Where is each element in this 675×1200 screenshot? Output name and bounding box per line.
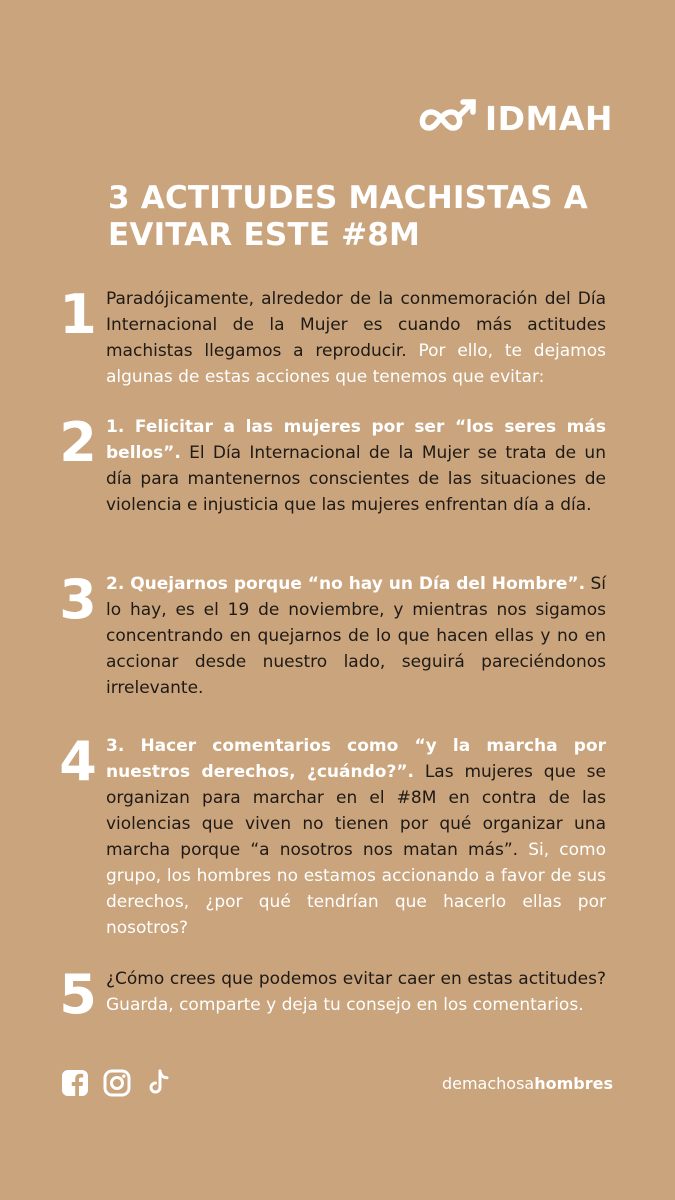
item-highlight: Por ello, te dejamos algunas de estas acciones que tenemos que evitar:	[106, 341, 606, 387]
item-text	[106, 286, 606, 390]
item-highlight: Si, como grupo, los hombres no estamos accionando a favor de sus derechos, ¿por qué tendrían que hacerlo ellas por nosotros?	[106, 840, 606, 938]
item-heading: 2. Quejarnos porque “no hay un Día del Hombre”.	[106, 574, 586, 594]
item-3	[56, 568, 616, 701]
item-heading: 1. Felicitar a las mujeres por ser “los seres más bellos”.	[106, 417, 606, 463]
footer	[60, 1068, 613, 1098]
item-number: 3	[59, 568, 97, 631]
item-number: 4	[59, 730, 97, 793]
facebook-icon[interactable]	[60, 1068, 90, 1098]
item-heading: 3. Hacer comentarios como “y la marcha por nuestros derechos, ¿cuándo?”.	[106, 736, 606, 782]
page-title: 3 ACTITUDES MACHISTAS A EVITAR ESTE #8M	[108, 180, 588, 253]
item-number: 2	[59, 411, 97, 474]
handle-bold: hombres	[534, 1073, 613, 1093]
social-icons	[60, 1068, 174, 1098]
item-text	[106, 414, 606, 518]
item-text	[106, 733, 606, 941]
item-number: 5	[59, 963, 97, 1026]
item-body: Sí lo hay, es el 19 de noviembre, y mientras nos sigamos concentrando en quejarnos de lo que hacen ellas y no en accionar desde nuestro lado, seguirá pareciéndonos irrelevante.	[106, 574, 606, 698]
item-2	[56, 411, 616, 518]
infinity-male-symbol-icon	[415, 98, 477, 138]
item-body: El Día Internacional de la Mujer se trata de un día para mantenernos conscientes de las situaciones de violencia e injusticia que las mujeres enfrentan día a día.	[106, 443, 606, 515]
item-text	[106, 966, 606, 1018]
item-4	[56, 730, 616, 941]
handle-regular: demachosa	[441, 1073, 535, 1093]
item-highlight: Guarda, comparte y deja tu consejo en los comentarios.	[106, 995, 584, 1015]
tiktok-icon[interactable]	[144, 1068, 174, 1098]
item-1	[56, 283, 616, 390]
brand-logo	[415, 98, 613, 138]
item-5	[56, 963, 616, 1026]
item-number: 1	[59, 283, 97, 346]
item-body: ¿Cómo crees que podemos evitar caer en estas actitudes?	[106, 969, 606, 989]
item-text	[106, 571, 606, 701]
social-handle	[442, 1074, 613, 1093]
item-body: Las mujeres que se organizan para marchar en el #8M en contra de las violencias que viven no tienen por qué organizar una marcha porque “a nosotros nos matan más”.	[106, 762, 606, 860]
item-body: Paradójicamente, alrededor de la conmemoración del Día Internacional de la Mujer es cuando más actitudes machistas llegamos a reproducir.	[106, 289, 606, 361]
brand-name: IDMAH	[484, 98, 613, 138]
instagram-icon[interactable]	[102, 1068, 132, 1098]
